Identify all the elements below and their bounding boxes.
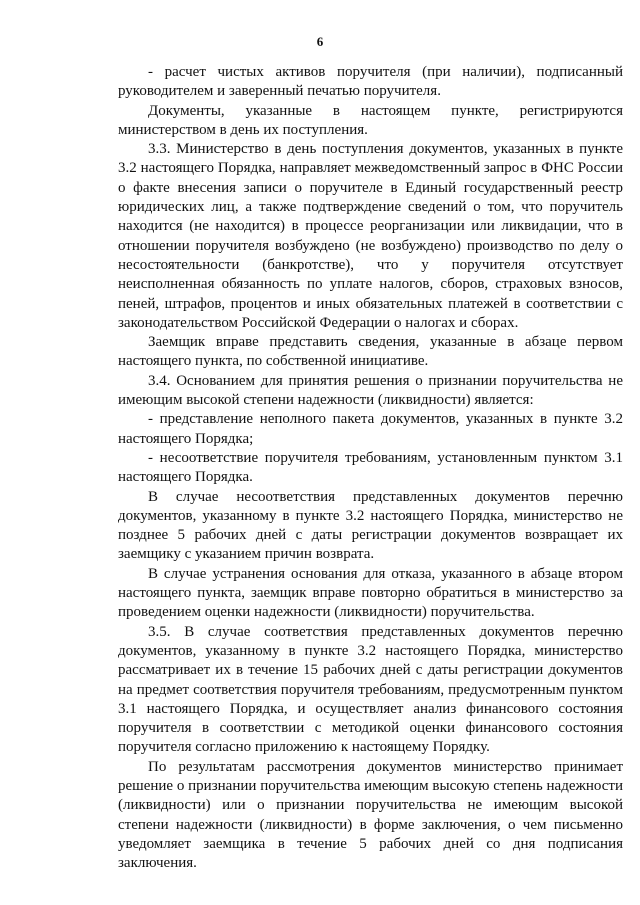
paragraph-reapply: В случае устранения основания для отказа, указанного в абзаце втором настоящего пункта, заемщик вправе повторно обратиться в министерство за проведением оценки надежности (ликвидности) поручительства. xyxy=(118,565,623,621)
paragraph-incomplete-package: - представление неполного пакета документов, указанных в пункте 3.2 настоящего Порядка; xyxy=(118,411,623,447)
document-body xyxy=(118,63,623,873)
paragraph-3-3: 3.3. Министерство в день поступления документов, указанных в пункте 3.2 настоящего Порядка, направляет межведомственный запрос в ФНС России о факте внесения записи о поручителе в Единый государственный реестр юридических лиц, а также подтверждение сведений о том, что поручитель находится (не находится) в процессе реорганизации или ликвидации, что в отношении поручителя возбуждено (не возбуждено) производство по делу о несостоятельности (банкротстве), что у поручителя отсутствует неисполненная обязанность по уплате налогов, сборов, страховых взносов, пеней, штрафов, процентов и иных обязательных платежей в соответствии с законодательством Российской Федерации о налогах и сборах. xyxy=(118,141,623,331)
paragraph-decision: По результатам рассмотрения документов министерство принимает решение о признании поручительства имеющим высокую степень надежности (ликвидности) или о признании поручительства не имеющим высокой степени надежности (ликвидности) в форме заключения, о чем письменно уведомляет заемщика в течение 5 рабочих дней со дня подписания заключения. xyxy=(118,758,623,872)
paragraph-nonconformity: - несоответствие поручителя требованиям, установленным пунктом 3.1 настоящего Порядка. xyxy=(118,449,623,486)
paragraph-registration: Документы, указанные в настоящем пункте, регистрируются министерством в день их поступления. xyxy=(118,102,623,138)
paragraph-return-documents: В случае несоответствия представленных документов перечню документов, указанному в пункте 3.2 настоящего Порядка, министерство не позднее 5 рабочих дней с даты регистрации документов возвращает их заемщику с указанием причин возврата. xyxy=(118,488,623,563)
paragraph-net-assets: - расчет чистых активов поручителя (при наличии), подписанный руководителем и заверенный печатью поручителя. xyxy=(118,64,623,100)
paragraph-3-5: 3.5. В случае соответствия представленных документов перечню документов, указанному в пункте 3.2 настоящего Порядка, министерство рассматривает их в течение 15 рабочих дней с даты регистрации документов на предмет соответствия поручителя требованиям, предусмотренным пунктом 3.1 настоящего Порядка, и осуществляет анализ финансового состояния поручителя в соответствии с методикой оценки финансового состояния поручителя согласно приложению к настоящему Порядку. xyxy=(118,623,623,756)
paragraph-borrower-initiative: Заемщик вправе представить сведения, указанные в абзаце первом настоящего пункта, по собственной инициативе. xyxy=(118,334,623,370)
paragraph-3-4: 3.4. Основанием для принятия решения о признании поручительства не имеющим высокой степени надежности (ликвидности) является: xyxy=(118,372,623,409)
page-number: 6 xyxy=(316,34,324,49)
